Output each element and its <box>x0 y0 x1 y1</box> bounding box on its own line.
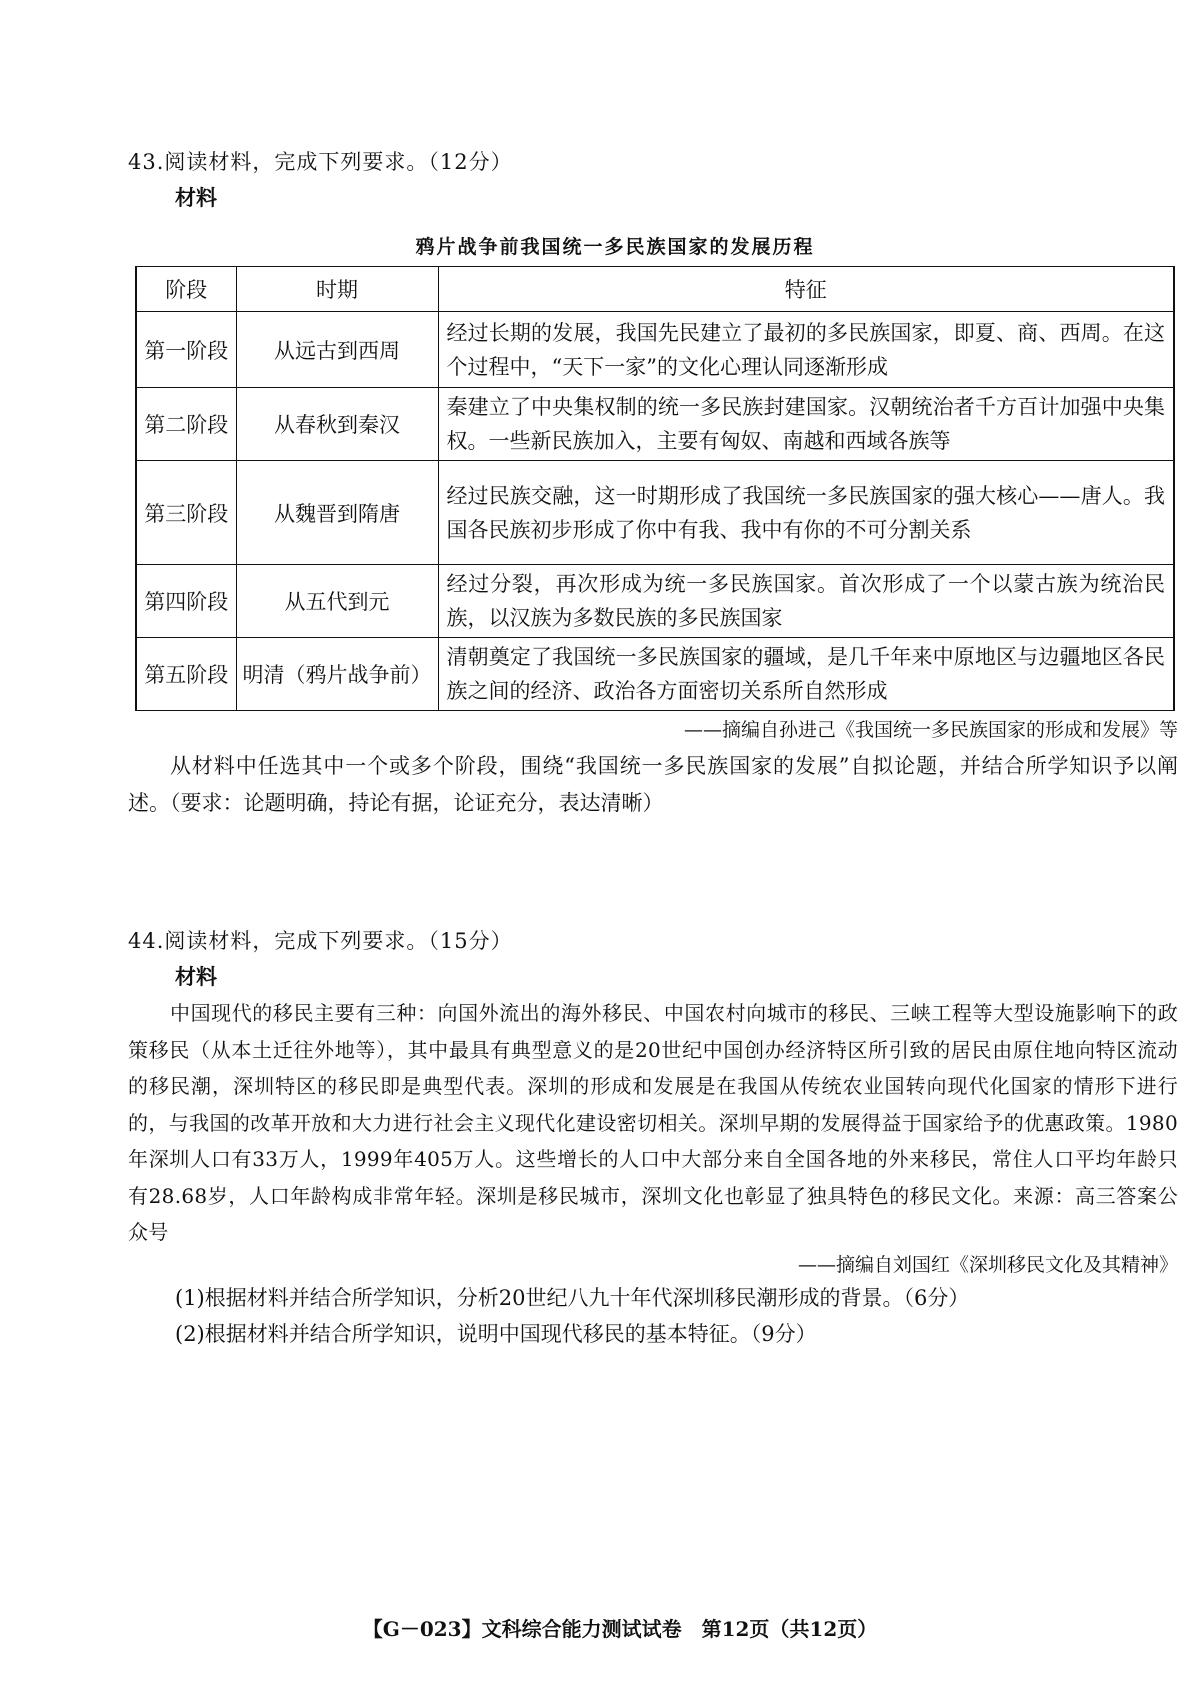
q43-material-label: 材料 <box>175 185 217 210</box>
q43-source: ——摘编自孙进己《我国统一多民族国家的形成和发展》等 <box>683 719 1178 741</box>
table-header-row <box>136 267 1174 312</box>
q44-subquestion-2: (2)根据材料并结合所学知识，说明中国现代移民的基本特征。（9分） <box>175 1322 817 1346</box>
period-cell: 明清（鸦片战争前） <box>236 638 438 711</box>
feature-cell: 经过长期的发展，我国先民建立了最初的多民族国家，即夏、商、西周。在这个过程中，“天下一家”的文化心理认同逐渐形成 <box>438 312 1174 388</box>
period-cell: 从春秋到秦汉 <box>236 388 438 461</box>
header-stage: 阶段 <box>136 267 236 312</box>
stage-cell: 第四阶段 <box>136 565 236 638</box>
q43-heading: 43.阅读材料，完成下列要求。（12分） <box>128 150 513 174</box>
table-row <box>136 638 1174 711</box>
header-period: 时期 <box>236 267 438 312</box>
table-row <box>136 312 1174 388</box>
page-footer: 【G－023】文科综合能力测试试卷 第12页（共12页） <box>362 1617 878 1641</box>
q44-heading: 44.阅读材料，完成下列要求。（15分） <box>128 929 513 953</box>
period-cell: 从五代到元 <box>236 565 438 638</box>
period-cell: 从远古到西周 <box>236 312 438 388</box>
q44-material: 中国现代的移民主要有三种：向国外流出的海外移民、中国农村向城市的移民、三峡工程等大型设施影响下的政策移民（从本土迁往外地等），其中最具有典型意义的是20世纪中国创办经济特区所引致的居民由原住地向特区流动的移民潮，深圳特区的移民即是典型代表。深圳的形成和发展是在我国从传统农业国转向现代化国家的情形下进行的，与我国的改革开放和大力进行社会主义现代化建设密切相关。深圳早期的发展得益于国家给予的优惠政策。1980年深圳人口有33万人，1999年405万人。这些增长的人口中大部分来自全国各地的外来移民，常住人口平均年龄只有28.68岁，人口年龄构成非常年轻。深圳是移民城市，深圳文化也彰显了独具特色的移民文化。来源：高三答案公众号 <box>128 1001 1178 1244</box>
stage-cell: 第一阶段 <box>136 312 236 388</box>
stage-cell: 第二阶段 <box>136 388 236 461</box>
table-row <box>136 388 1174 461</box>
period-cell: 从魏晋到隋唐 <box>236 461 438 565</box>
q44-material-label: 材料 <box>175 964 217 989</box>
q43-task: 从材料中任选其中一个或多个阶段，围绕“我国统一多民族国家的发展”自拟论题，并结合所学知识予以阐述。（要求：论题明确，持论有据，论证充分，表达清晰） <box>128 754 1178 815</box>
feature-cell: 秦建立了中央集权制的统一多民族封建国家。汉朝统治者千方百计加强中央集权。一些新民族加入，主要有匈奴、南越和西域各族等 <box>438 388 1174 461</box>
table-row <box>136 461 1174 565</box>
stage-cell: 第三阶段 <box>136 461 236 565</box>
history-table <box>135 266 1175 711</box>
feature-cell: 经过分裂，再次形成为统一多民族国家。首次形成了一个以蒙古族为统治民族，以汉族为多数民族的多民族国家 <box>438 565 1174 638</box>
table-row <box>136 565 1174 638</box>
stage-cell: 第五阶段 <box>136 638 236 711</box>
q44-source: ——摘编自刘国红《深圳移民文化及其精神》 <box>797 1254 1178 1276</box>
q43-table-title: 鸦片战争前我国统一多民族国家的发展历程 <box>415 236 815 258</box>
q44-subquestion-1: (1)根据材料并结合所学知识，分析20世纪八九十年代深圳移民潮形成的背景。（6分） <box>175 1286 970 1310</box>
feature-cell: 清朝奠定了我国统一多民族国家的疆域，是几千年来中原地区与边疆地区各民族之间的经济、政治各方面密切关系所自然形成 <box>438 638 1174 711</box>
feature-cell: 经过民族交融，这一时期形成了我国统一多民族国家的强大核心——唐人。我国各民族初步形成了你中有我、我中有你的不可分割关系 <box>438 461 1174 565</box>
header-feature: 特征 <box>438 267 1174 312</box>
